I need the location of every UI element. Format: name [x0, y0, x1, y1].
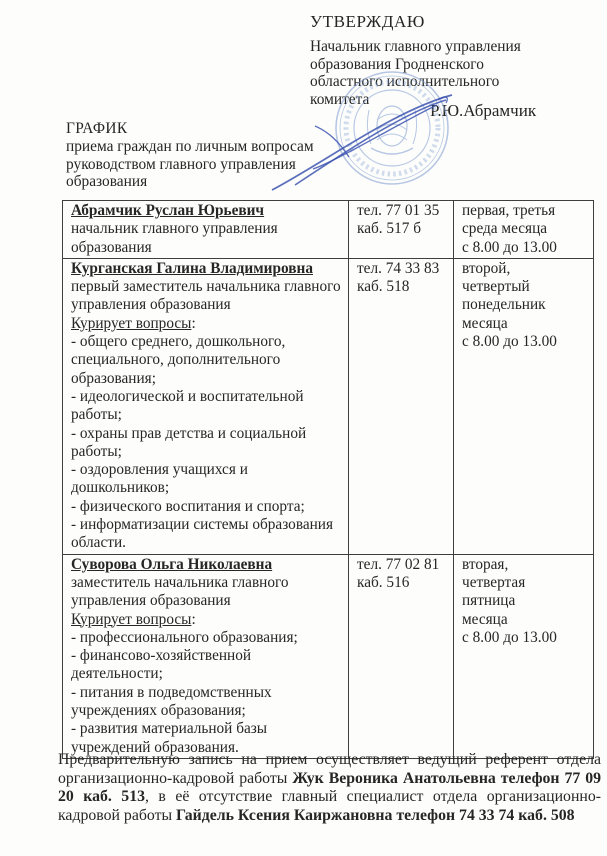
- schedule-line: с 8.00 до 13.00: [462, 238, 557, 256]
- schedule-cell: [454, 554, 594, 758]
- curated-topic: - информатизации системы образования области.: [71, 516, 334, 552]
- footer-bold-segment: Гайдель Ксения Каиржановна телефон 74 33 74 каб. 508: [176, 806, 575, 824]
- official-position: начальник главного управления образования: [71, 220, 278, 256]
- approval-block: [310, 12, 548, 108]
- official-position: первый заместитель начальника главного управления образования: [71, 278, 341, 314]
- document-title-block: [66, 120, 352, 191]
- contact-line: тел. 77 02 81: [357, 555, 440, 573]
- footer-note: [58, 751, 601, 825]
- schedule-cell: [454, 201, 594, 259]
- contact-cell: [349, 554, 454, 758]
- schedule-line: первая, третья: [462, 202, 556, 219]
- curates-label: Курирует вопросы:: [71, 610, 196, 628]
- doc-title-subtitle: приема граждан по личным вопросам руководством главного управления образования: [66, 137, 314, 191]
- footer-bold-segment: Жук Вероника Анатольевна телефон 77 09 20 каб. 513: [58, 769, 601, 806]
- reception-schedule-table: [62, 200, 594, 759]
- contact-cell: [349, 258, 454, 554]
- curated-topic: - финансово-хозяйственной деятельности;: [71, 647, 252, 683]
- official-position: заместитель начальника главного управления образования: [71, 573, 289, 610]
- schedule-line: месяца: [462, 610, 508, 628]
- table-row: [63, 201, 594, 259]
- schedule-line: месяца: [462, 314, 508, 332]
- curated-topic: - идеологической и воспитательной работы;: [71, 387, 304, 424]
- approval-heading: УТВЕРЖДАЮ: [310, 12, 425, 31]
- official-name: Курганская Галина Владимировна: [71, 259, 313, 277]
- curated-topic: - физического воспитания и спорта;: [71, 497, 305, 515]
- contact-cell: [349, 201, 454, 259]
- schedule-line: пятница: [462, 592, 516, 610]
- table-row: [63, 258, 594, 554]
- curates-label-text: Курирует вопросы: [71, 610, 192, 628]
- official-cell: [63, 554, 349, 758]
- schedule-line: второй,: [462, 259, 511, 277]
- curated-topic: - развития материальной базы учреждений образования.: [71, 720, 268, 756]
- contact-line: тел. 74 33 83: [357, 259, 440, 277]
- doc-title-heading: ГРАФИК: [66, 120, 128, 137]
- contact-line: каб. 516: [357, 573, 410, 591]
- contact-line: каб. 518: [357, 278, 410, 296]
- contact-line: тел. 77 01 35: [357, 202, 440, 219]
- curated-topic: - охраны прав детства и социальной работы;: [71, 424, 307, 460]
- official-name: Абрамчик Руслан Юрьевич: [71, 202, 265, 219]
- table-row: [63, 554, 594, 758]
- official-cell: [63, 201, 349, 259]
- schedule-line: среда месяца: [462, 220, 548, 238]
- curates-label-text: Курирует вопросы: [71, 314, 192, 332]
- curated-topic: - общего среднего, дошкольного, специального, дополнительного образования;: [71, 333, 286, 387]
- curated-topic: - питания в подведомственных учреждениях образования;: [71, 683, 272, 720]
- footer-segment: Предварительную запись на прием осуществляет ведущий референт отдела организационно-кадровой работы: [58, 751, 601, 787]
- approver-title: Начальник главного управления образования Гродненского областного исполнительного комитета: [310, 38, 521, 108]
- schedule-cell: [454, 258, 594, 554]
- footer-segment: , в её отсутствие главный специалист отдела организационно-кадровой работы: [58, 788, 602, 824]
- approver-name: Р.Ю.Абрамчик: [430, 101, 537, 120]
- schedule-line: четвертый: [462, 278, 530, 296]
- schedule-line: вторая,: [462, 555, 509, 573]
- official-name: Суворова Ольга Николаевна: [71, 555, 273, 573]
- schedule-line: понедельник: [462, 296, 546, 314]
- schedule-line: четвертая: [462, 573, 526, 591]
- official-cell: [63, 258, 349, 554]
- curates-label: Курирует вопросы:: [71, 314, 196, 332]
- curated-topic: - профессионального образования;: [71, 628, 298, 646]
- curated-topic: - оздоровления учащихся и дошкольников;: [71, 461, 248, 497]
- schedule-line: с 8.00 до 13.00: [462, 628, 557, 646]
- contact-line: каб. 517 б: [357, 220, 421, 238]
- schedule-line: с 8.00 до 13.00: [462, 333, 557, 351]
